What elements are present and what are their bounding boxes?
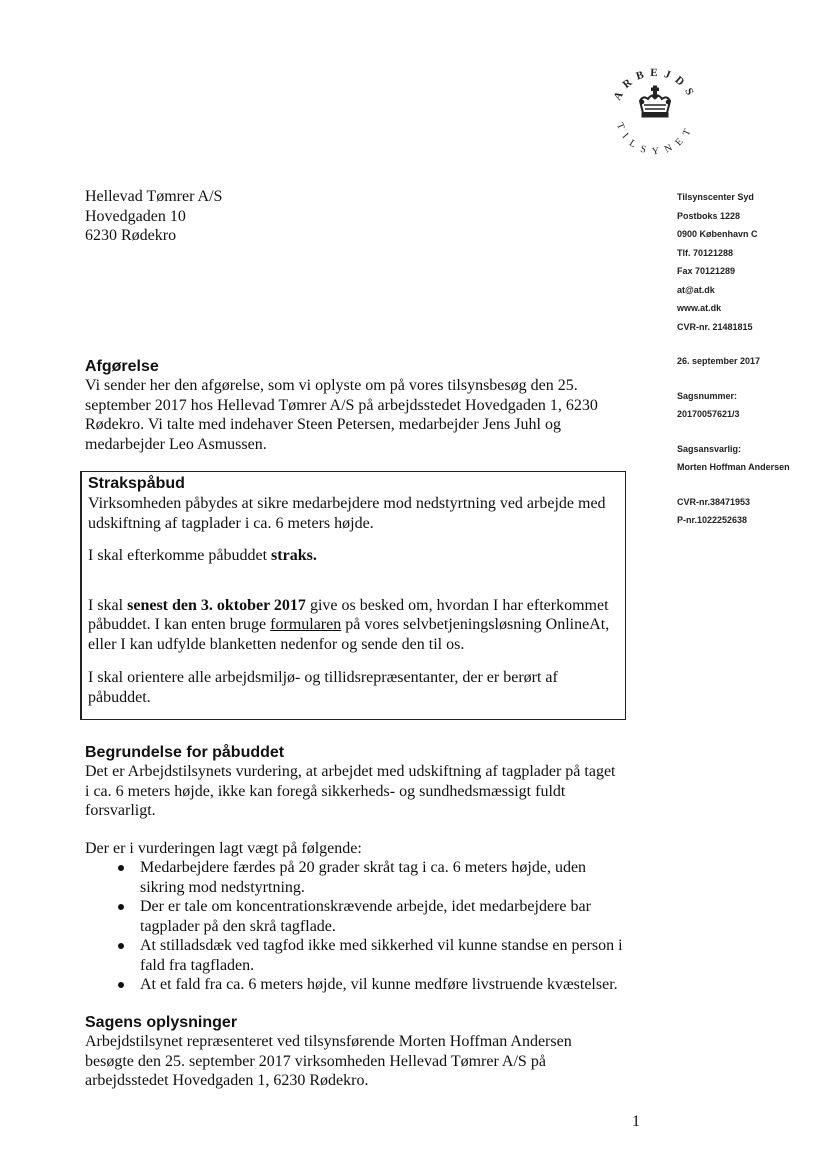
case-number: 20170057621/3 xyxy=(677,409,740,419)
decision-line: medarbejder Leo Asmussen. xyxy=(85,435,267,453)
recipient-name: Hellevad Tømrer A/S xyxy=(85,188,223,205)
list-item xyxy=(85,975,655,995)
list-item xyxy=(85,936,655,975)
form-line-2: eller I kan udfylde blanketten nedenfor og sende den til os. xyxy=(88,635,465,653)
decision-section xyxy=(85,357,645,454)
form-line-suffix: på vores selvbetjeningsløsning OnlineAt, xyxy=(341,616,610,633)
form-line-prefix: påbuddet. I kan enten bruge xyxy=(88,616,271,633)
sender-office: Tilsynscenter Syd xyxy=(677,192,754,202)
order-line: Virksomheden påbydes at sikre medarbejdere mod nedstyrtning ved arbejde med xyxy=(88,495,606,512)
list-item xyxy=(85,897,655,936)
bullet-text: fald fra tagfladen. xyxy=(140,956,255,974)
form-line xyxy=(88,615,625,635)
bullet-text: Der er tale om koncentrationskrævende arbejde, idet medarbejdere bar xyxy=(140,898,591,915)
logo-text-bottom: TILSYNET xyxy=(613,121,697,158)
sender-email: at@at.dk xyxy=(677,284,715,295)
reasoning-section xyxy=(85,743,655,995)
order-line: udskiftning af tagplader i ca. 6 meters højde. xyxy=(88,514,374,532)
svg-text:TILSYNET xyxy=(614,121,696,157)
responsible-name: Morten Hoffman Andersen xyxy=(677,462,790,472)
sender-phone: Tlf. 70121288 xyxy=(677,247,734,258)
case-info-section xyxy=(85,1013,645,1091)
company-cvr: CVR-nr.38471953 xyxy=(677,496,751,507)
deadline-rest: give os besked om, hvordan I har efterkommet xyxy=(305,596,609,614)
reasoning-heading: Begrundelse for påbuddet xyxy=(85,744,285,761)
deadline-prefix: I skal xyxy=(88,596,128,614)
form-link[interactable]: formularen xyxy=(270,616,342,633)
letter-date: 26. september 2017 xyxy=(677,356,761,366)
comply-prefix: I skal efterkomme påbuddet xyxy=(88,547,272,564)
sender-sidebar xyxy=(677,188,790,530)
sender-web: www.at.dk xyxy=(677,303,722,313)
arbejdstilsynet-logo xyxy=(600,55,710,170)
bullet-icon xyxy=(118,865,124,871)
deadline-bold: senest den 3. oktober 2017 xyxy=(127,596,306,614)
sender-postbox: Postboks 1228 xyxy=(677,210,741,221)
bullet-text: At et fald fra ca. 6 meters højde, vil kunne medføre livstruende kvæstelser. xyxy=(140,976,618,993)
bullet-icon xyxy=(118,982,124,988)
recipient-street: Hovedgaden 10 xyxy=(85,207,186,225)
bullet-text: At stilladsdæk ved tagfod ikke med sikkerhed vil kunne standse en person i xyxy=(140,937,623,954)
bullet-text: tagplader på den skrå tagflade. xyxy=(140,917,336,935)
decision-line: Rødekro. Vi talte med indehaver Steen Petersen, medarbejder Jens Juhl og xyxy=(85,416,561,433)
comply-line xyxy=(88,546,625,566)
bullet-text: Medarbejdere færdes på 20 grader skråt tag i ca. 6 meters højde, uden xyxy=(140,859,587,876)
sender-cvr: CVR-nr. 21481815 xyxy=(677,321,753,332)
bullet-icon xyxy=(118,943,124,949)
inform-line: I skal orientere alle arbejdsmiljø- og tillidsrepræsentanter, der er berørt af xyxy=(88,669,558,686)
list-item xyxy=(85,858,655,897)
case-info-line: besøgte den 25. september 2017 virksomheden Hellevad Tømrer A/S på xyxy=(85,1052,546,1070)
order-box xyxy=(80,471,626,720)
deadline-line xyxy=(88,596,625,616)
decision-line: Vi sender her den afgørelse, som vi oplyste om på vores tilsynsbesøg den 25. xyxy=(85,377,578,394)
logo-text-top: ARBEJDS xyxy=(611,66,699,103)
p-number: P-nr.1022252638 xyxy=(677,515,748,525)
reasoning-line: i ca. 6 meters højde, ikke kan foregå sikkerheds- og sundhedsmæssigt fuldt xyxy=(85,782,566,800)
recipient-city: 6230 Rødekro xyxy=(85,227,177,244)
bullet-text: sikring mod nedstyrtning. xyxy=(140,878,305,896)
reasoning-line: forsvarligt. xyxy=(85,802,156,819)
case-info-line: Arbejdstilsynet repræsenteret ved tilsynsførende Morten Hoffman Andersen xyxy=(85,1033,572,1050)
crown-seal-icon xyxy=(600,55,710,170)
decision-line: september 2017 hos Hellevad Tømrer A/S på arbejdsstedet Hovedgaden 1, 6230 xyxy=(85,396,598,414)
case-number-label: Sagsnummer: xyxy=(677,390,738,401)
page-number: 1 xyxy=(632,1113,640,1130)
reasoning-bullets xyxy=(85,858,655,995)
sender-city: 0900 København C xyxy=(677,229,758,239)
reasoning-intro: Der er i vurderingen lagt vægt på følgende: xyxy=(85,839,362,857)
case-info-heading: Sagens oplysninger xyxy=(85,1014,238,1031)
recipient-address xyxy=(85,187,222,246)
case-info-line: arbejdsstedet Hovedgaden 1, 6230 Rødekro. xyxy=(85,1072,369,1089)
decision-heading: Afgørelse xyxy=(85,358,159,375)
comply-bold: straks. xyxy=(271,547,317,564)
inform-line: påbuddet. xyxy=(88,688,151,706)
responsible-label: Sagsansvarlig: xyxy=(677,443,742,454)
bullet-icon xyxy=(118,904,124,910)
order-heading: Strakspåbud xyxy=(88,475,185,492)
reasoning-line: Det er Arbejdstilsynets vurdering, at arbejdet med udskiftning af tagplader på taget xyxy=(85,763,616,780)
sender-fax: Fax 70121289 xyxy=(677,266,736,276)
